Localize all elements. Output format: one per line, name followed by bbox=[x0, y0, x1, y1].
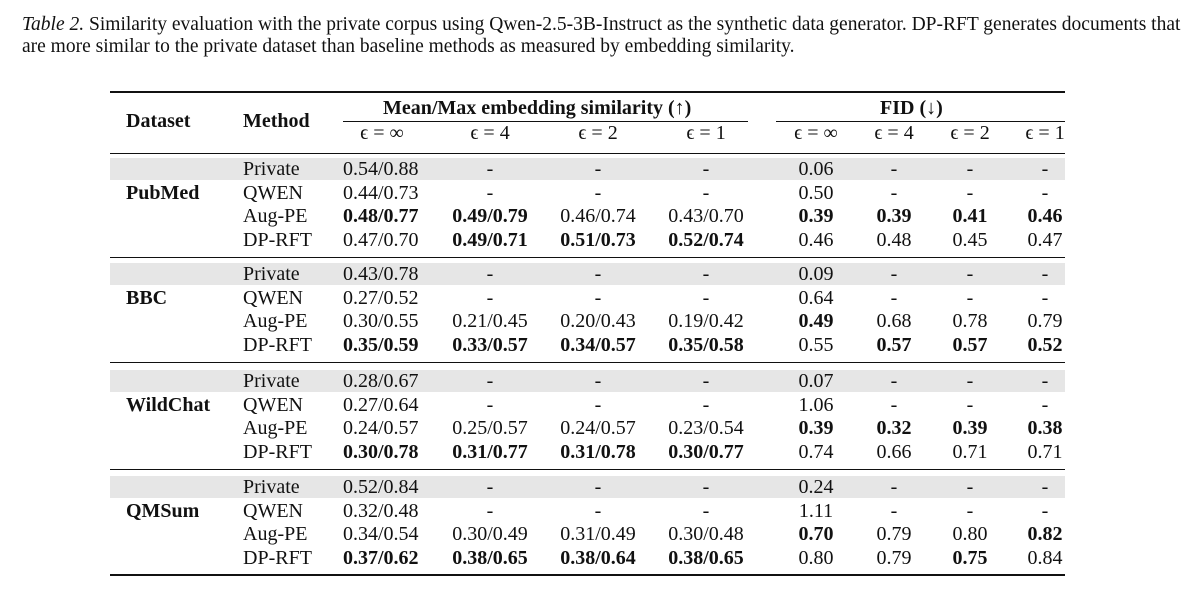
table-cell: - bbox=[702, 286, 710, 309]
table-cell: 0.49/0.79 bbox=[452, 205, 528, 227]
epsilon-header-7: ϵ = 1 bbox=[1025, 122, 1065, 144]
method-label: Private bbox=[243, 476, 300, 498]
table-cell: 0.34/0.57 bbox=[560, 333, 636, 356]
table-cell: 0.41 bbox=[952, 205, 988, 227]
table-cell: - bbox=[486, 370, 494, 392]
table-cell: 0.24/0.57 bbox=[560, 417, 636, 439]
epsilon-header-0: ϵ = ∞ bbox=[360, 122, 404, 144]
table-cell: 0.49 bbox=[798, 310, 834, 332]
table-cell: 0.38/0.65 bbox=[668, 546, 744, 569]
table-cell: 0.39 bbox=[952, 417, 988, 439]
table-cell: 0.79 bbox=[876, 546, 912, 569]
table-cell: - bbox=[486, 499, 494, 522]
epsilon-header-2: ϵ = 2 bbox=[578, 122, 618, 144]
top-rule bbox=[110, 91, 1065, 93]
table-cell: 0.07 bbox=[798, 370, 834, 392]
table-cell: 0.30/0.49 bbox=[452, 523, 528, 545]
table-cell: 0.49/0.71 bbox=[452, 228, 528, 251]
table-cell: 0.23/0.54 bbox=[668, 417, 744, 439]
table-cell: 0.31/0.49 bbox=[560, 523, 636, 545]
table-cell: 0.57 bbox=[876, 333, 912, 356]
table-cell: 0.80 bbox=[952, 523, 988, 545]
table-cell: - bbox=[702, 263, 710, 285]
table-cell: - bbox=[1041, 499, 1049, 522]
table-cell: - bbox=[594, 181, 602, 204]
table-cell: - bbox=[966, 286, 974, 309]
table-cell: - bbox=[1041, 476, 1049, 498]
group-separator-rule bbox=[110, 469, 1065, 470]
header-method: Method bbox=[243, 110, 310, 132]
table-cell: 0.79 bbox=[1027, 310, 1063, 332]
table-cell: 0.84 bbox=[1027, 546, 1063, 569]
table-cell: 1.06 bbox=[798, 393, 834, 416]
table-cell: 0.71 bbox=[1027, 440, 1063, 463]
table-cell: 0.78 bbox=[952, 310, 988, 332]
table-cell: 0.47 bbox=[1027, 228, 1063, 251]
table-cell: 0.74 bbox=[798, 440, 834, 463]
method-label: DP-RFT bbox=[243, 440, 312, 463]
table-cell: 0.25/0.57 bbox=[452, 417, 528, 439]
table-cell: - bbox=[1041, 393, 1049, 416]
table-cell: 0.39 bbox=[798, 417, 834, 439]
table-cell: - bbox=[890, 370, 898, 392]
table-cell: 0.43/0.78 bbox=[343, 263, 419, 285]
group-separator-rule bbox=[110, 257, 1065, 258]
dataset-label: BBC bbox=[126, 286, 168, 309]
table-cell: 0.37/0.62 bbox=[343, 546, 419, 569]
caption-text: Similarity evaluation with the private corpus using Qwen-2.5-3B-Instruct as the synthetic data generator. DP-RFT generates documents that are more similar to the private dataset than baseline methods as measured by embedding similarity. bbox=[22, 14, 1181, 57]
table-cell: 0.48/0.77 bbox=[343, 205, 419, 227]
table-cell: 0.45 bbox=[952, 228, 988, 251]
table-cell: - bbox=[594, 393, 602, 416]
table-cell: - bbox=[966, 181, 974, 204]
method-label: Aug-PE bbox=[243, 523, 308, 545]
epsilon-header-4: ϵ = ∞ bbox=[794, 122, 838, 144]
table-cell: 0.21/0.45 bbox=[452, 310, 528, 332]
table-cell: - bbox=[890, 158, 898, 180]
table-cell: 0.68 bbox=[876, 310, 912, 332]
table-cell: - bbox=[594, 499, 602, 522]
table-cell: 0.31/0.78 bbox=[560, 440, 636, 463]
table-cell: - bbox=[890, 286, 898, 309]
table-cell: - bbox=[1041, 181, 1049, 204]
table-cell: 0.75 bbox=[952, 546, 988, 569]
table-cell: - bbox=[702, 181, 710, 204]
table-cell: - bbox=[890, 393, 898, 416]
table-cell: 0.35/0.58 bbox=[668, 333, 744, 356]
table-cell: - bbox=[890, 476, 898, 498]
table-cell: - bbox=[594, 370, 602, 392]
table-cell: 0.46 bbox=[798, 228, 834, 251]
table-cell: - bbox=[702, 499, 710, 522]
table-cell: 0.39 bbox=[876, 205, 912, 227]
dataset-label: PubMed bbox=[126, 181, 200, 204]
table-cell: 0.09 bbox=[798, 263, 834, 285]
table-cell: 0.79 bbox=[876, 523, 912, 545]
method-label: DP-RFT bbox=[243, 333, 312, 356]
table-cell: - bbox=[702, 370, 710, 392]
table-cell: 0.38 bbox=[1027, 417, 1063, 439]
table-cell: - bbox=[486, 476, 494, 498]
table-cell: 0.30/0.55 bbox=[343, 310, 419, 332]
table-cell: 0.80 bbox=[798, 546, 834, 569]
table-cell: 0.30/0.48 bbox=[668, 523, 744, 545]
table-cell: - bbox=[486, 393, 494, 416]
table-cell: 0.48 bbox=[876, 228, 912, 251]
table-cell: 0.55 bbox=[798, 333, 834, 356]
table-cell: 0.51/0.73 bbox=[560, 228, 636, 251]
table-cell: 0.43/0.70 bbox=[668, 205, 744, 227]
table-cell: - bbox=[890, 499, 898, 522]
table-cell: - bbox=[966, 158, 974, 180]
method-label: Private bbox=[243, 370, 300, 392]
table-cell: 0.39 bbox=[798, 205, 834, 227]
header-bottom-rule bbox=[110, 153, 1065, 154]
table-cell: - bbox=[486, 181, 494, 204]
table-cell: 0.71 bbox=[952, 440, 988, 463]
table-cell: 0.82 bbox=[1027, 523, 1063, 545]
table-cell: - bbox=[702, 476, 710, 498]
table-cell: 0.35/0.59 bbox=[343, 333, 419, 356]
table-caption bbox=[22, 14, 1182, 58]
method-label: QWEN bbox=[243, 286, 303, 309]
table-cell: 0.27/0.64 bbox=[343, 393, 419, 416]
table-cell: 0.70 bbox=[798, 523, 834, 545]
table-cell: 0.19/0.42 bbox=[668, 310, 744, 332]
table-cell: 0.66 bbox=[876, 440, 912, 463]
table-cell: 0.33/0.57 bbox=[452, 333, 528, 356]
table-cell: - bbox=[594, 476, 602, 498]
table-cell: 0.44/0.73 bbox=[343, 181, 419, 204]
table-cell: - bbox=[966, 263, 974, 285]
method-label: QWEN bbox=[243, 499, 303, 522]
caption-label: Table 2. bbox=[22, 14, 85, 35]
epsilon-header-6: ϵ = 2 bbox=[950, 122, 990, 144]
table-cell: 0.34/0.54 bbox=[343, 523, 419, 545]
table-cell: - bbox=[594, 158, 602, 180]
dataset-label: WildChat bbox=[126, 393, 211, 416]
table-cell: - bbox=[702, 393, 710, 416]
method-label: QWEN bbox=[243, 181, 303, 204]
table-cell: 0.64 bbox=[798, 286, 834, 309]
table-cell: 0.28/0.67 bbox=[343, 370, 419, 392]
table-cell: 1.11 bbox=[798, 499, 834, 522]
table-cell: - bbox=[594, 263, 602, 285]
table-cell: 0.54/0.88 bbox=[343, 158, 419, 180]
table-cell: 0.31/0.77 bbox=[452, 440, 528, 463]
table-cell: - bbox=[486, 158, 494, 180]
table-cell: 0.38/0.65 bbox=[452, 546, 528, 569]
method-label: Aug-PE bbox=[243, 417, 308, 439]
table-cell: - bbox=[702, 158, 710, 180]
table-cell: 0.46 bbox=[1027, 205, 1063, 227]
table-cell: 0.32/0.48 bbox=[343, 499, 419, 522]
epsilon-header-5: ϵ = 4 bbox=[874, 122, 914, 144]
table-cell: 0.50 bbox=[798, 181, 834, 204]
table-cell: 0.30/0.78 bbox=[343, 440, 419, 463]
table-cell: 0.47/0.70 bbox=[343, 228, 419, 251]
table-cell: 0.06 bbox=[798, 158, 834, 180]
header-similarity-group: Mean/Max embedding similarity (↑) bbox=[383, 97, 692, 119]
method-label: DP-RFT bbox=[243, 228, 312, 251]
table-cell: - bbox=[1041, 263, 1049, 285]
epsilon-header-1: ϵ = 4 bbox=[470, 122, 510, 144]
header-fid-group: FID (↓) bbox=[880, 97, 943, 119]
method-label: DP-RFT bbox=[243, 546, 312, 569]
table-cell: - bbox=[1041, 158, 1049, 180]
method-label: Aug-PE bbox=[243, 205, 308, 227]
method-label: Private bbox=[243, 263, 300, 285]
method-label: Aug-PE bbox=[243, 310, 308, 332]
table-cell: - bbox=[486, 286, 494, 309]
group-separator-rule bbox=[110, 362, 1065, 363]
table-cell: 0.20/0.43 bbox=[560, 310, 636, 332]
table-cell: - bbox=[890, 181, 898, 204]
table-cell: 0.46/0.74 bbox=[560, 205, 636, 227]
dataset-label: QMSum bbox=[126, 499, 200, 522]
table-cell: 0.57 bbox=[952, 333, 988, 356]
table-cell: 0.52/0.84 bbox=[343, 476, 419, 498]
table-cell: 0.38/0.64 bbox=[560, 546, 636, 569]
table-cell: - bbox=[486, 263, 494, 285]
method-label: QWEN bbox=[243, 393, 303, 416]
table-cell: - bbox=[966, 476, 974, 498]
table-cell: 0.24 bbox=[798, 476, 834, 498]
method-label: Private bbox=[243, 158, 300, 180]
header-dataset: Dataset bbox=[126, 110, 191, 132]
table-cell: 0.30/0.77 bbox=[668, 440, 744, 463]
table-cell: 0.27/0.52 bbox=[343, 286, 419, 309]
table-cell: 0.52/0.74 bbox=[668, 228, 744, 251]
table-cell: - bbox=[966, 499, 974, 522]
table-cell: - bbox=[890, 263, 898, 285]
table-cell: - bbox=[966, 370, 974, 392]
table-cell: - bbox=[966, 393, 974, 416]
table-cell: 0.24/0.57 bbox=[343, 417, 419, 439]
table-cell: 0.32 bbox=[876, 417, 912, 439]
table-cell: 0.52 bbox=[1027, 333, 1063, 356]
table-cell: - bbox=[1041, 370, 1049, 392]
table-cell: - bbox=[594, 286, 602, 309]
table-cell: - bbox=[1041, 286, 1049, 309]
epsilon-header-3: ϵ = 1 bbox=[686, 122, 726, 144]
bottom-rule bbox=[110, 574, 1065, 576]
